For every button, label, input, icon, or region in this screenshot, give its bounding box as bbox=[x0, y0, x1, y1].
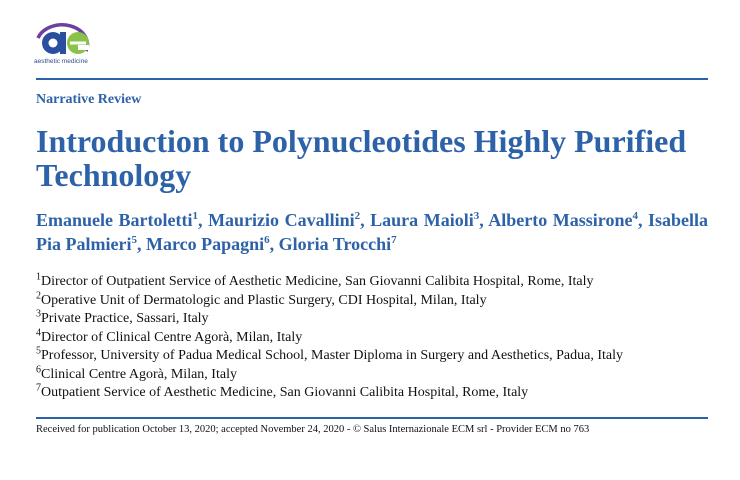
affiliation-number: 5 bbox=[36, 345, 41, 357]
journal-logo bbox=[34, 18, 114, 68]
footer-rule bbox=[36, 417, 708, 419]
affiliation-item bbox=[36, 363, 726, 385]
affiliation-text: Operative Unit of Dermatologic and Plastic Surgery, CDI Hospital, Milan, Italy bbox=[41, 292, 487, 308]
affiliation-number: 1 bbox=[36, 271, 41, 283]
author-name: Maurizio Cavallini bbox=[208, 210, 355, 230]
header-rule bbox=[36, 78, 708, 80]
author-name: Emanuele Bartoletti bbox=[36, 210, 193, 230]
author-name: Laura Maioli bbox=[370, 210, 474, 230]
publication-info: Received for publication October 13, 2020; accepted November 24, 2020 - © Salus Internazionale ECM srl - Provider ECM no 763 bbox=[36, 424, 590, 435]
affiliation-item bbox=[36, 289, 726, 311]
affiliation-item bbox=[36, 326, 726, 348]
affiliation-item bbox=[36, 310, 726, 329]
author-affiliation-number: 2 bbox=[354, 210, 361, 222]
author bbox=[279, 234, 397, 254]
affiliation-text: Director of Clinical Centre Agorà, Milan, Italy bbox=[41, 329, 303, 345]
author-affiliation-number: 7 bbox=[391, 234, 397, 246]
affiliation-item bbox=[36, 384, 726, 403]
affiliation-number: 4 bbox=[36, 326, 41, 338]
author-name: Gloria Trocchi bbox=[278, 234, 392, 254]
author bbox=[370, 210, 479, 230]
ae-logo-icon bbox=[34, 18, 100, 58]
author-name: Alberto Massirone bbox=[488, 210, 633, 230]
affiliation-text: Outpatient Service of Aesthetic Medicine, San Giovanni Calibita Hospital, Rome, Italy bbox=[41, 385, 529, 400]
affiliation-text: Director of Outpatient Service of Aesthetic Medicine, San Giovanni Calibita Hospital, Rome, Italy bbox=[41, 274, 594, 289]
affiliation-item bbox=[36, 347, 726, 366]
author bbox=[146, 234, 270, 254]
logo-text: aesthetic medicine bbox=[34, 58, 88, 65]
author bbox=[36, 210, 198, 230]
affiliation-number: 2 bbox=[36, 289, 41, 301]
author-affiliation-number: 4 bbox=[632, 210, 638, 222]
affiliation-text: Private Practice, Sassari, Italy bbox=[41, 311, 209, 326]
affiliation-list bbox=[36, 273, 726, 403]
article-title: Introduction to Polynucleotides Highly Purified Technology bbox=[36, 123, 687, 193]
affiliation-text: Clinical Centre Agorà, Milan, Italy bbox=[41, 366, 237, 382]
author-affiliation-number: 6 bbox=[264, 234, 270, 246]
affiliation-number: 7 bbox=[36, 382, 41, 394]
affiliation-number: 6 bbox=[36, 363, 41, 375]
affiliation-number: 3 bbox=[36, 308, 41, 320]
author bbox=[208, 210, 360, 230]
affiliation-text: Professor, University of Padua Medical School, Master Diploma in Surgery and Aesthetics, Padua, Italy bbox=[41, 348, 624, 363]
article-type: Narrative Review bbox=[36, 92, 142, 107]
author-affiliation-number: 5 bbox=[131, 234, 137, 246]
author-affiliation-number: 1 bbox=[192, 210, 199, 222]
author-affiliation-number: 3 bbox=[473, 210, 480, 222]
author bbox=[488, 210, 638, 230]
author-name: Isabella Pia Palmieri bbox=[36, 210, 709, 254]
author-name: Marco Papagni bbox=[145, 234, 265, 254]
affiliation-item bbox=[36, 273, 726, 292]
author-list: Emanuele Bartoletti$^1$, Maurizio Cavallini$^2$, Laura Maioli$^3$, Alberto Massirone$^4$, Isabella Pia Palmieri$^5$, Marco Papagni$^6$, Gloria Trocchi$^7$ bbox=[36, 210, 709, 254]
